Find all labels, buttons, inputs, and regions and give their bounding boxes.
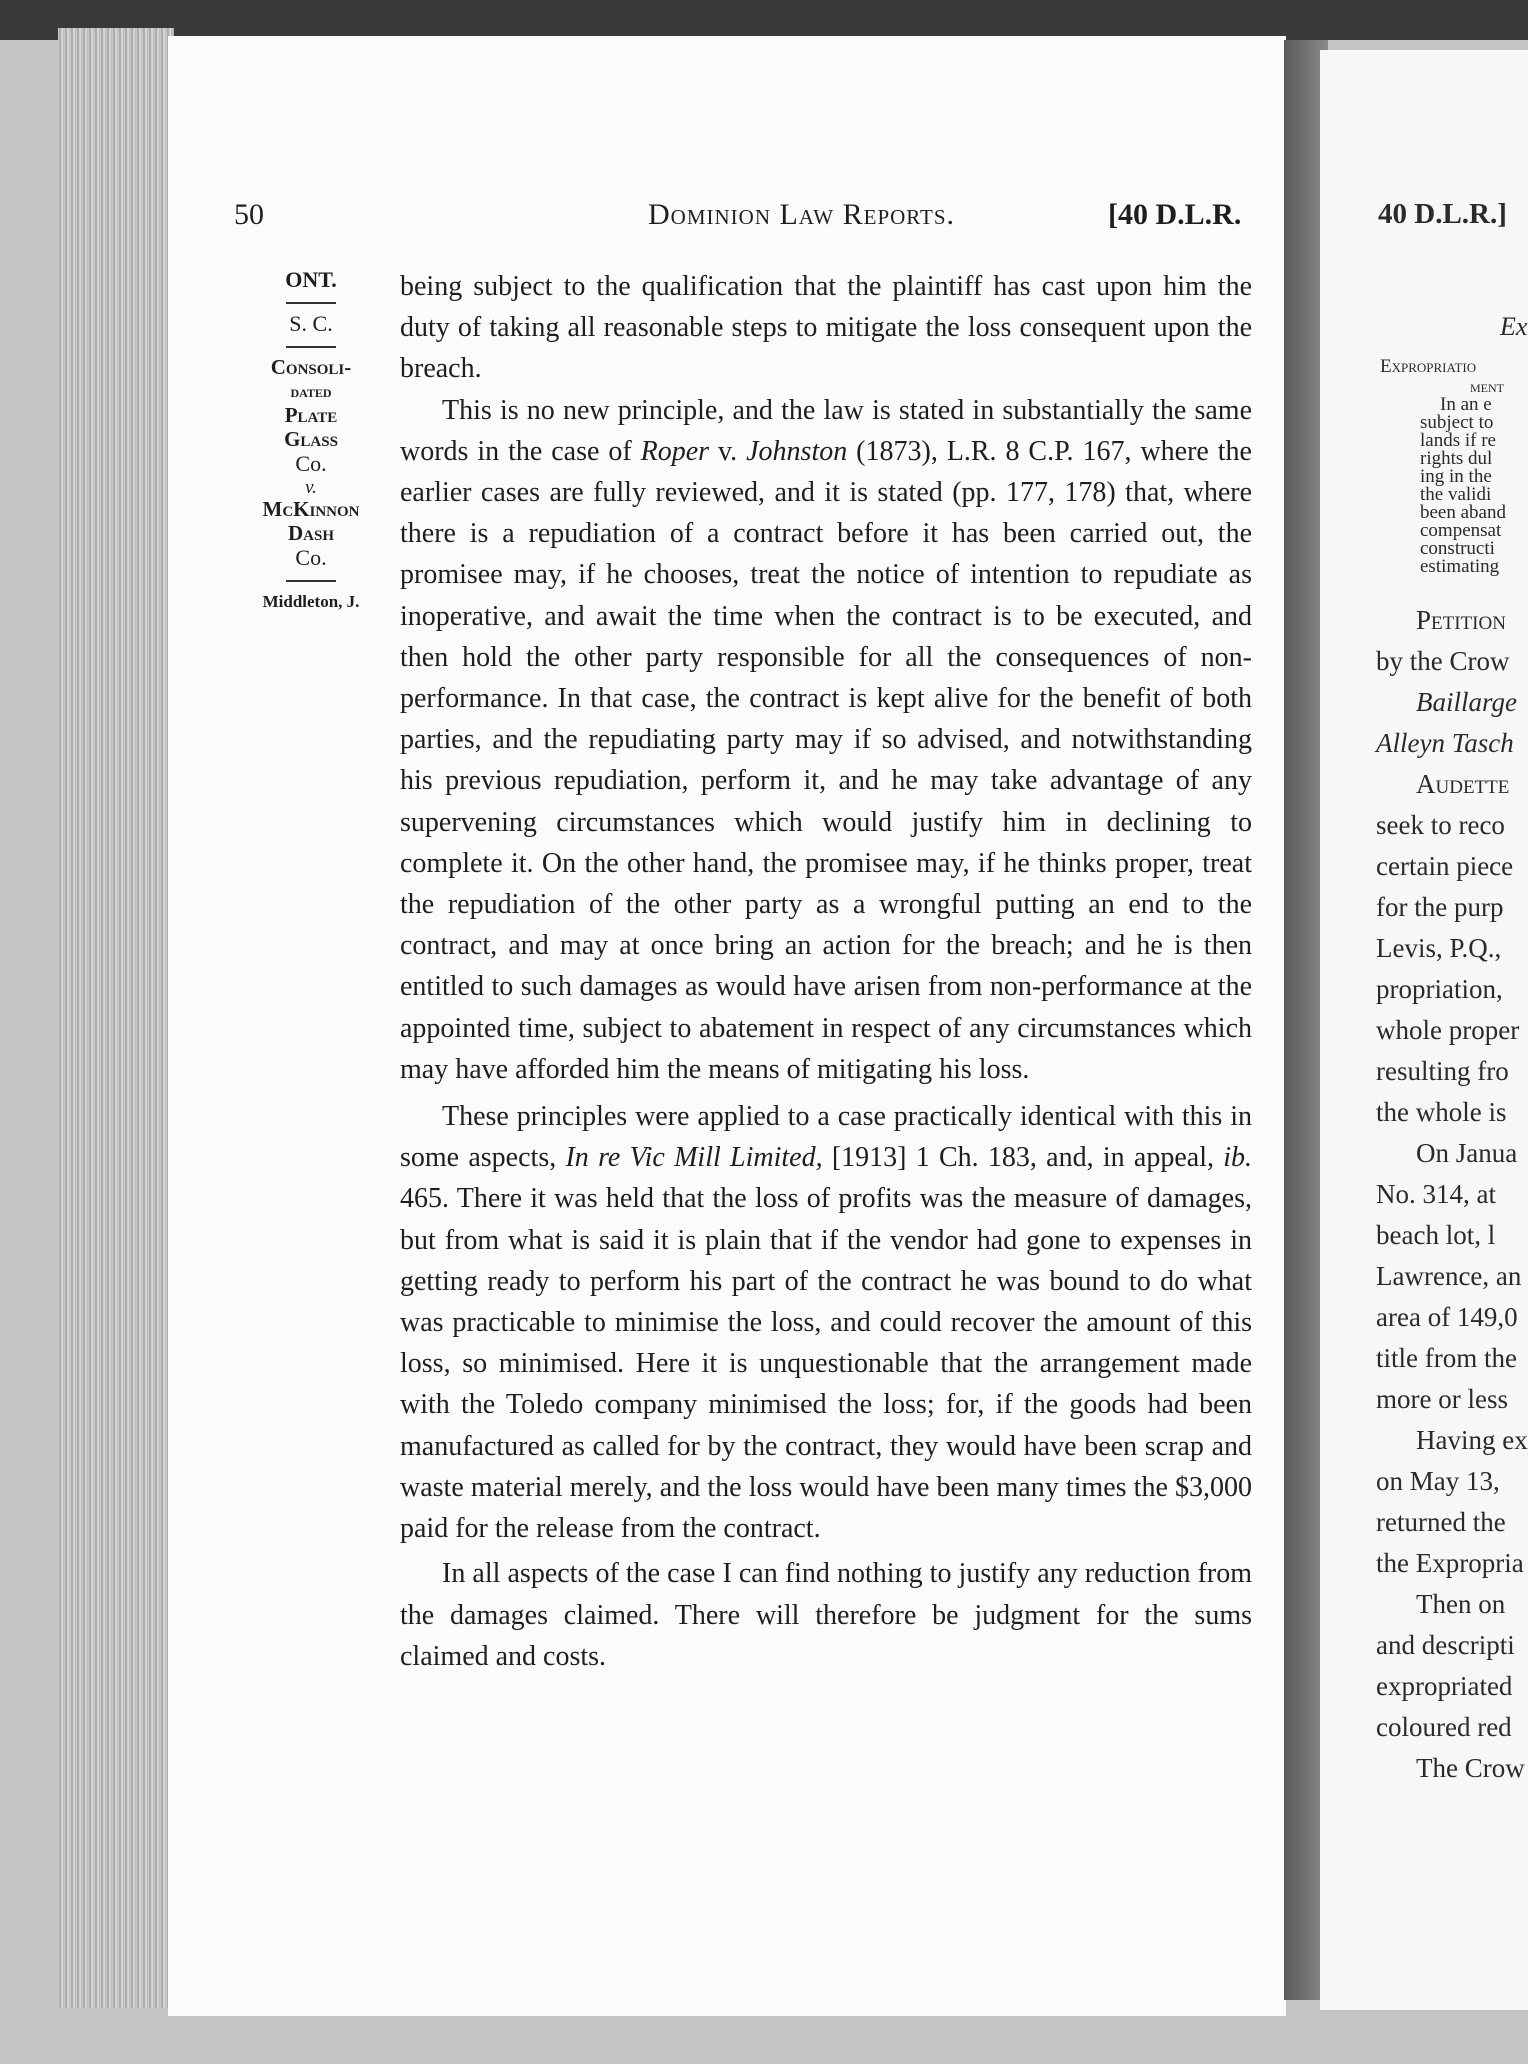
body-line: certain piece (1376, 851, 1514, 881)
headnote-line: rights dul (1420, 448, 1493, 469)
headnote-line: estimating (1420, 556, 1500, 577)
headnote-line: Expropriatio (1380, 356, 1477, 377)
sidenote-party1-line: dated (290, 382, 332, 401)
body-line: The Crow (1416, 1753, 1525, 1783)
body-line: the whole is (1376, 1097, 1507, 1127)
body-line: resulting fro (1376, 1056, 1509, 1086)
body-line: No. 314, at (1376, 1179, 1496, 1209)
body-line: title from the (1376, 1343, 1517, 1373)
body-line: Audette (1416, 769, 1510, 799)
sidenote-party2-line: Co. (295, 545, 327, 570)
headnote-line: the validi (1420, 484, 1492, 505)
right-page-header: 40 D.L.R.] (1378, 198, 1507, 230)
body-line: Then on (1416, 1589, 1506, 1619)
sidenote-court: S. C. (289, 311, 333, 336)
sidenote-rule (286, 346, 336, 348)
body-line: by the Crow (1376, 646, 1510, 676)
body-line: On Janua (1416, 1138, 1518, 1168)
sidenote-judge: Middleton, J. (262, 592, 360, 611)
right-page (1320, 50, 1528, 2010)
headnote-line: been aband (1420, 502, 1506, 523)
paragraph: In all aspects of the case I can find nothing to justify any reduction from the damages claimed. There will therefore be judgment for the sums claimed and costs. (400, 1558, 1252, 1672)
body-line: Having ex (1416, 1425, 1528, 1455)
judgment-text (400, 266, 1252, 1677)
body-line: Levis, P.Q., (1376, 933, 1502, 963)
body-line: Lawrence, an (1376, 1261, 1522, 1291)
body-line: for the purp (1376, 892, 1504, 922)
right-page-title: Ex (1500, 312, 1528, 341)
body-line: beach lot, l (1376, 1220, 1496, 1250)
paragraph: being subject to the qualification that the plaintiff has cast upon him the duty of taking all reasonable steps to mitigate the loss consequent upon the breach. (400, 271, 1252, 385)
body-line: on May 13, (1376, 1466, 1500, 1496)
headnote-line: ing in the (1420, 466, 1492, 487)
headnote-line: lands if re (1420, 430, 1496, 451)
sidenote-party1-line: Glass (284, 427, 338, 451)
body-line: whole proper (1376, 1015, 1520, 1045)
book-page-edges (58, 28, 174, 2008)
body-line: and descripti (1376, 1630, 1515, 1660)
case-name: Roper (640, 435, 710, 467)
ibid: ib. (1223, 1142, 1253, 1174)
body-line: area of 149,0 (1376, 1302, 1518, 1332)
sidenote-party1-line: Plate (284, 403, 338, 427)
page-number: 50 (234, 198, 264, 231)
volume-reference: [40 D.L.R. (1108, 198, 1242, 231)
sidenote-jurisdiction: ONT. (285, 267, 337, 292)
sidenote-rule (286, 580, 336, 582)
body-line: coloured red (1376, 1712, 1512, 1742)
paragraph: These principles were applied to a case practically identical with this in some aspects, In re Vic Mill Limited, [1913] 1 Ch. 183, and, in appeal, ib. 465. There it was held that the loss of profits was the measure of damages, but from what is said it is plain that if the vendor had gone to expenses in getting ready to perform his part of the contract he was bound to do what was practicable to minimise the loss, and could recover the amount of this loss, so minimised. Here it is unquestionable that the arrangement made with the Toledo company minimised the loss; for, if the goods had been manufactured as called for by the contract, they would have been scrap and waste material merely, and the loss would have been many times the $3,000 paid for the release from the contract. (400, 1101, 1253, 1545)
body-line: returned the (1376, 1507, 1506, 1537)
paragraph: This is no new principle, and the law is stated in substantially the same words in the case of Roper v. Johnston (1873), L.R. 8 C.P. 167, where the earlier cases are fully reviewed, and it is stated (pp. 177, 178) that, where there is a repudiation of a contract before it has been carried out, the promisee may, if he chooses, treat the notice of intention to repudiate as inoperative, and await the time when the contract is to be executed, and then hold the other party responsible for all the consequences of non-performance. In that case, the contract is kept alive for the benefit of both parties, and the repudiating party may if so advised, and notwithstanding his previous repudiation, perform it, and he may take advantage of any supervening circumstances which would justify him in declining to complete it. On the other hand, the promisee may, if he thinks proper, treat the repudiation of the other party as a wrongful putting an end to the contract, and may at once bring an action for the breach; and he is then entitled to such damages as would have arisen from non-performance at the appointed time, subject to abatement in respect of any circumstances which may have afforded him the means of mitigating his loss. (400, 394, 1252, 1085)
body-line: propriation, (1376, 974, 1503, 1004)
sidenote-party1-line: Co. (295, 451, 327, 476)
headnote-line: subject to (1420, 412, 1494, 433)
sidenote-rule (286, 302, 336, 304)
sidenote-party2-line: McKinnon (262, 497, 360, 521)
body-line: more or less (1376, 1384, 1508, 1414)
headnote-line: constructi (1420, 538, 1495, 559)
headnote-line: compensat (1420, 520, 1502, 541)
body-line: seek to reco (1376, 810, 1505, 840)
sidenote-versus: v. (305, 477, 317, 498)
headnote-line: ment (1470, 377, 1504, 396)
case-name: Johnston (746, 435, 848, 467)
scan-top-shadow (0, 0, 1528, 40)
sidenote-party2-line: Dash (287, 521, 334, 545)
case-name: In re Vic Mill Limited, (565, 1142, 823, 1174)
body-line: Petition (1416, 605, 1506, 635)
sidenote-party1-line: Consoli- (270, 355, 352, 379)
body-line: the Expropria (1376, 1548, 1524, 1578)
headnote-line: In an e (1440, 394, 1492, 415)
body-line: Baillarge (1416, 687, 1517, 717)
running-head: Dominion Law Reports. (648, 198, 956, 231)
body-line: expropriated (1376, 1671, 1513, 1701)
body-line: Alleyn Tasch (1376, 728, 1514, 758)
